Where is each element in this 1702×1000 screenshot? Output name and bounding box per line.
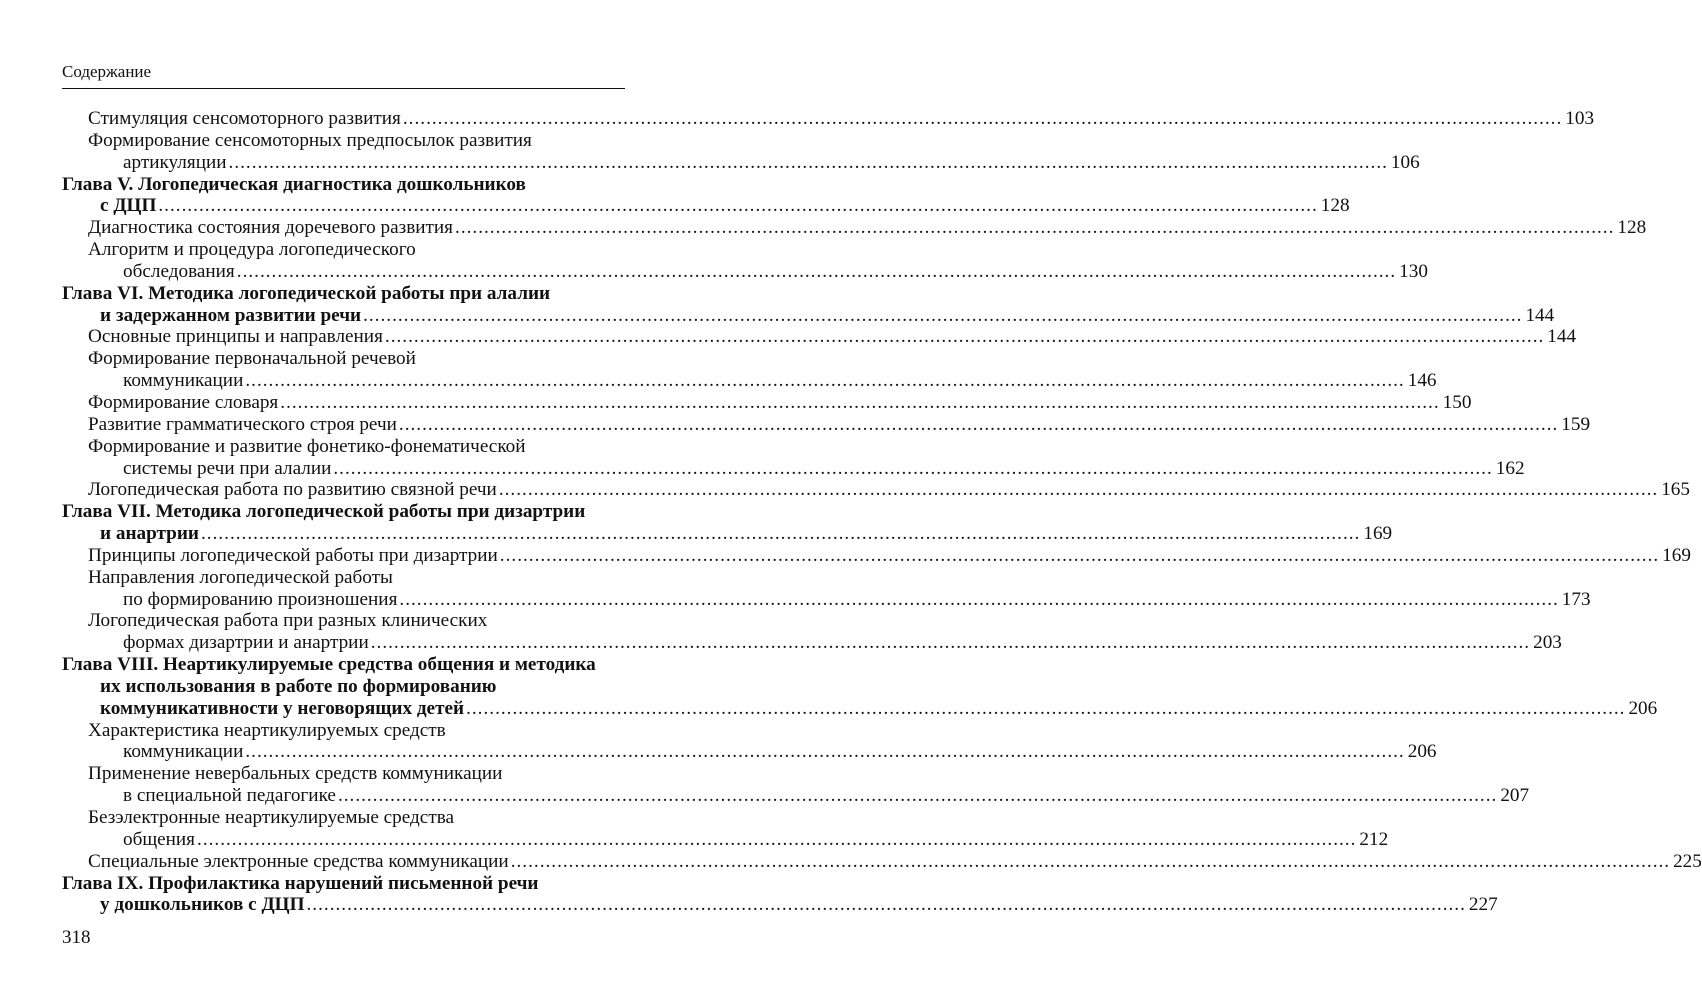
toc-entry-line: [62, 850, 1702, 873]
toc-entry-title: Глава IX. Профилактика нарушений письменной речи: [62, 872, 539, 894]
toc-page-number: 106: [1390, 151, 1420, 173]
toc-entry-title: Стимуляция сенсомоторного развития: [88, 108, 401, 129]
toc-entry-title: обследования: [123, 260, 235, 282]
toc-page-number: 103: [1565, 108, 1595, 129]
running-head: Содержание: [62, 62, 152, 81]
toc-entry-line: [62, 763, 627, 785]
toc-chapter-line: [62, 283, 627, 305]
toc-entry-line: [62, 326, 1577, 348]
dot-leader: ........................................................................................................................................................................................................: [200, 523, 1361, 545]
toc-entry-line: [62, 370, 1437, 392]
table-of-contents: [62, 108, 1702, 916]
toc-entry-line: [62, 828, 1389, 851]
dot-leader: ........................................................................................................................................................................................................: [197, 828, 1357, 850]
dot-leader: ........................................................................................................................................................................................................: [228, 151, 1388, 173]
toc-entry-title: с ДЦП: [100, 195, 157, 217]
toc-chapter-line: [62, 174, 627, 196]
dot-leader: ........................................................................................................................................................................................................: [236, 260, 1397, 282]
toc-entry-title: Формирование словаря: [88, 391, 279, 413]
toc-page-number: 212: [1359, 828, 1389, 850]
toc-entry-line: [62, 741, 1437, 763]
dot-leader: ........................................................................................................................................................................................................: [455, 217, 1615, 239]
toc-entry-title: формах дизартрии и анартрии: [123, 632, 369, 654]
toc-chapter-line: [62, 873, 627, 895]
toc-page-number: 173: [1561, 588, 1591, 610]
toc-entry-line: [62, 720, 627, 742]
toc-page-number: 144: [1525, 304, 1555, 326]
toc-page-number: 206: [1407, 741, 1437, 763]
toc-entry-title: Глава VII. Методика логопедической работы при дизартрии: [62, 501, 586, 523]
header-rule: [62, 88, 625, 89]
toc-entry-title: и задержанном развитии речи: [100, 304, 362, 326]
toc-entry-line: [62, 632, 1562, 654]
toc-entry-title: Безэлектронные неартикулируемые средства: [88, 807, 455, 828]
dot-leader: ........................................................................................................................................................................................................: [245, 370, 1405, 392]
toc-entry-line: [62, 544, 1691, 567]
toc-page-number: 169: [1662, 544, 1691, 566]
page-number: 318: [62, 927, 91, 948]
dot-leader: ........................................................................................................................................................................................................: [399, 588, 1559, 610]
toc-entry-title: Глава VI. Методика логопедической работы при алалии: [62, 282, 551, 304]
toc-entry-title: и анартрии: [100, 523, 199, 545]
toc-chapter-line: [62, 676, 627, 698]
toc-entry-title: Алгоритм и процедура логопедического: [88, 239, 416, 261]
toc-entry-title: системы речи при алалии: [123, 457, 332, 479]
toc-entry-line: [62, 807, 627, 829]
dot-leader: ........................................................................................................................................................................................................: [306, 894, 1466, 916]
toc-entry-title: Развитие грамматического строя речи: [88, 413, 397, 435]
toc-chapter-line: [62, 304, 1555, 327]
toc-page-number: 165: [1661, 479, 1690, 501]
toc-entry-line: [62, 479, 1690, 501]
toc-chapter-line: [62, 654, 627, 676]
dot-leader: ........................................................................................................................................................................................................: [499, 544, 1660, 566]
toc-entry-title: Применение невербальных средств коммуникации: [88, 763, 503, 785]
toc-entry-title: по формированию произношения: [123, 588, 398, 610]
toc-entry-line: [62, 413, 1591, 436]
toc-entry-title: общения: [123, 828, 196, 850]
toc-page-number: 162: [1495, 457, 1525, 479]
toc-entry-line: [62, 457, 1525, 480]
toc-entry-title: Глава V. Логопедическая диагностика дошкольников: [62, 173, 526, 195]
toc-page-number: 144: [1547, 326, 1577, 348]
dot-leader: ........................................................................................................................................................................................................: [498, 479, 1659, 501]
toc-entry-title: Формирование первоначальной речевой: [88, 348, 416, 370]
toc-entry-line: [62, 610, 627, 632]
toc-entry-title: Направления логопедической работы: [88, 566, 393, 588]
dot-leader: ........................................................................................................................................................................................................: [370, 632, 1531, 654]
toc-entry-line: [62, 588, 1591, 611]
dot-leader: ........................................................................................................................................................................................................: [510, 850, 1671, 872]
toc-page-number: 128: [1320, 195, 1350, 217]
toc-entry-title: Формирование сенсомоторных предпосылок развития: [88, 129, 532, 151]
toc-page-number: 207: [1500, 785, 1530, 807]
toc-page-number: 203: [1533, 632, 1562, 654]
toc-entry-title: коммуникации: [123, 741, 244, 763]
toc-entry-title: Основные принципы и направления: [88, 326, 383, 348]
toc-entry-title: коммуникации: [123, 370, 244, 392]
dot-leader: ........................................................................................................................................................................................................: [337, 785, 1498, 807]
toc-entry-line: [62, 260, 1428, 283]
dot-leader: ........................................................................................................................................................................................................: [398, 413, 1559, 435]
toc-entry-title: у дошкольников с ДЦП: [100, 894, 305, 916]
toc-chapter-line: [62, 894, 1498, 916]
toc-entry-line: [62, 108, 1595, 130]
toc-chapter-line: [62, 523, 1393, 545]
toc-entry-line: [62, 567, 627, 589]
dot-leader: ........................................................................................................................................................................................................: [384, 326, 1545, 348]
dot-leader: ........................................................................................................................................................................................................: [280, 391, 1440, 413]
dot-leader: ........................................................................................................................................................................................................: [245, 741, 1405, 763]
toc-entry-line: [62, 348, 627, 370]
toc-entry-line: [62, 391, 1472, 414]
toc-chapter-line: [62, 195, 1350, 217]
toc-entry-line: [62, 130, 627, 152]
toc-entry-title: их использования в работе по формированию: [100, 675, 497, 697]
toc-page-number: 146: [1407, 370, 1437, 392]
toc-entry-title: Логопедическая работа по развитию связной речи: [88, 479, 497, 501]
toc-entry-title: Диагностика состояния доречевого развития: [88, 217, 454, 239]
toc-entry-title: коммуникативности у неговорящих детей: [100, 697, 465, 719]
toc-entry-line: [62, 436, 627, 458]
toc-entry-title: Специальные электронные средства коммуникации: [88, 850, 509, 872]
dot-leader: ........................................................................................................................................................................................................: [402, 108, 1563, 129]
toc-entry-line: [62, 151, 1420, 174]
toc-page-number: 159: [1561, 413, 1591, 435]
toc-page-number: 150: [1442, 391, 1472, 413]
toc-page-number: 225: [1673, 850, 1702, 872]
toc-page-number: 227: [1468, 894, 1498, 916]
toc-page-number: 169: [1363, 523, 1393, 545]
toc-page-number: 128: [1617, 217, 1647, 239]
toc-entry-title: Принципы логопедической работы при дизартрии: [88, 544, 498, 566]
toc-entry-title: Логопедическая работа при разных клинических: [88, 610, 488, 632]
toc-entry-title: Характеристика неартикулируемых средств: [88, 719, 446, 741]
toc-entry-line: [62, 785, 1530, 807]
toc-entry-title: артикуляции: [123, 151, 227, 173]
toc-page-number: 206: [1628, 697, 1658, 719]
toc-chapter-line: [62, 697, 1658, 720]
toc-chapter-line: [62, 501, 627, 523]
toc-entry-title: в специальной педагогике: [123, 785, 336, 807]
toc-entry-title: Формирование и развитие фонетико-фонематической: [88, 435, 526, 457]
toc-entry-line: [62, 239, 627, 261]
dot-leader: ........................................................................................................................................................................................................: [466, 697, 1626, 719]
dot-leader: ........................................................................................................................................................................................................: [333, 457, 1493, 479]
dot-leader: ........................................................................................................................................................................................................: [363, 304, 1523, 326]
dot-leader: ........................................................................................................................................................................................................: [158, 195, 1318, 217]
toc-entry-title: Глава VIII. Неартикулируемые средства общения и методика: [62, 654, 596, 676]
toc-page-number: 130: [1399, 260, 1428, 282]
toc-entry-line: [62, 217, 1647, 239]
